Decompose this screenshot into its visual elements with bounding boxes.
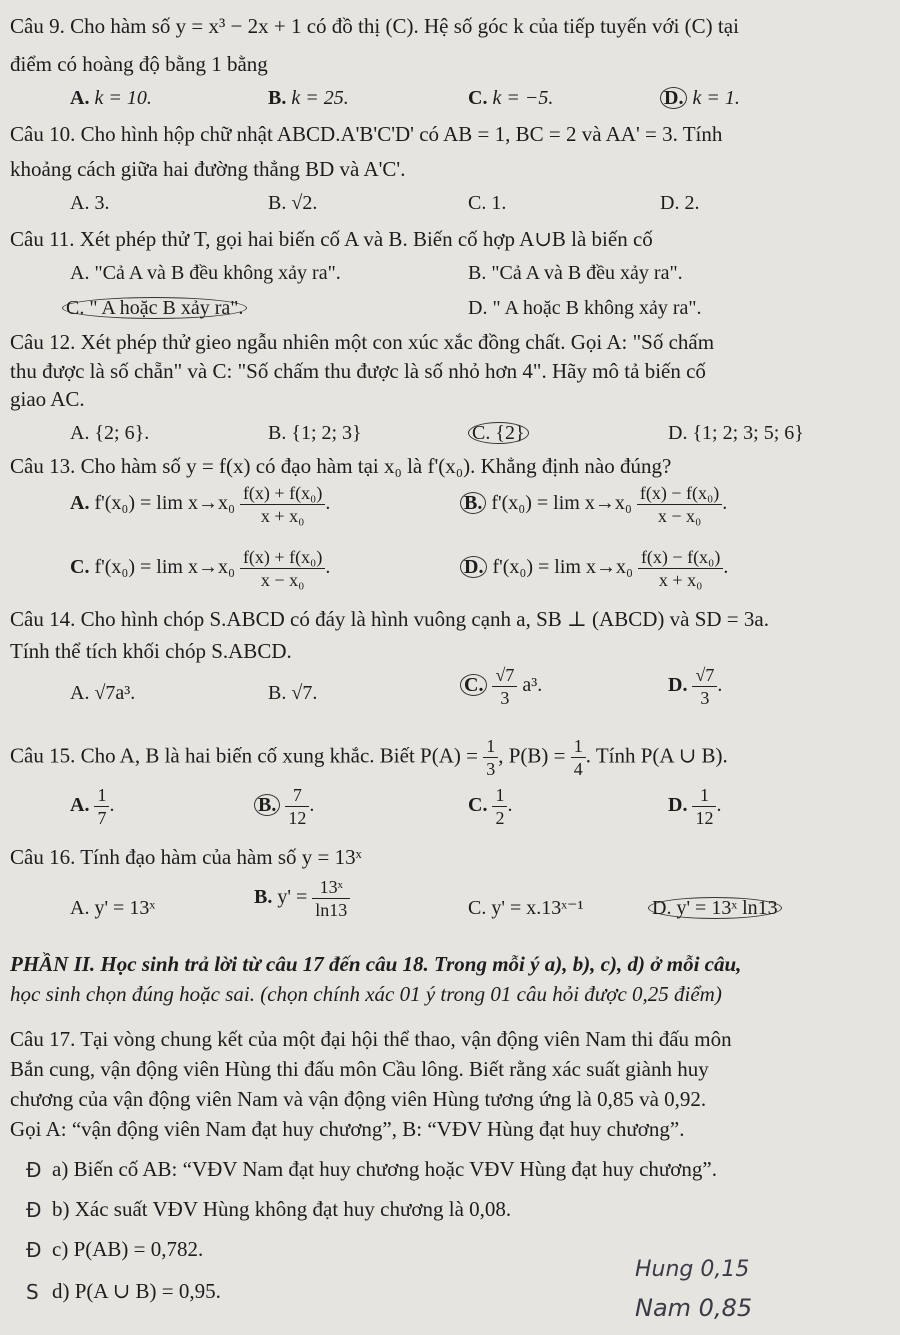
answer-circle: C. (460, 674, 487, 696)
q15-choice-d[interactable]: D. $\frac{1}{12}$ . (668, 785, 722, 828)
q10-stem-1: Câu 10. Cho hình hộp chữ nhật ABCD.A'B'C'D' có AB = 1, BC = 2 và AA' = 3. Tính (10, 122, 723, 146)
q11-choice-c[interactable] (62, 295, 247, 321)
q14-stem-2: Tính thể tích khối chóp S.ABCD. (10, 639, 292, 663)
q14-choice-d[interactable]: D. $\frac{√7}{3}$ . (668, 665, 723, 708)
q9-stem-2: điểm có hoàng độ bằng 1 bằng (10, 52, 268, 76)
q15-stem: Câu 15. Cho A, B là hai biến cố xung khắc. Biết P(A) = $\frac{1}{3}$ , P(B) = $\frac{1}{4}$ . Tính P(A ∪ B). (10, 736, 728, 779)
q10-choice-c[interactable]: C. 1. (468, 192, 507, 214)
handwritten-note-1: Hung 0,15 (635, 1257, 750, 1282)
q11-choice-d[interactable]: D. " A hoặc B không xảy ra". (468, 297, 702, 319)
q15-choice-c[interactable]: C. $\frac{1}{2}$ . (468, 785, 513, 828)
q12-stem-1: Câu 12. Xét phép thử gieo ngẫu nhiên một con xúc xắc đồng chất. Gọi A: "Số chấm (10, 330, 715, 354)
part2-heading-1: PHẦN II. Học sinh trả lời từ câu 17 đến câu 18. Trong mỗi ý a), b), c), d) ở mỗi câu, (10, 952, 742, 976)
q9-choice-d[interactable]: D. k = 1. (660, 85, 740, 111)
mark-c: Đ (26, 1238, 42, 1262)
q16-choice-d[interactable] (648, 895, 782, 921)
q13-choice-b[interactable]: B. f'(x₀) = lim x→x₀ $\frac{\text{f(x) − f(x₀)}}{\text{x − x₀}}$ . (460, 482, 727, 527)
q17-stem-2: Bắn cung, vận động viên Hùng thi đấu môn Cầu lông. Biết rằng xác suất giành huy (10, 1057, 709, 1081)
q14-choice-a[interactable]: A. √7a³. (70, 682, 136, 704)
handwritten-note-2: Nam 0,85 (635, 1294, 753, 1322)
q14-stem-1: Câu 14. Cho hình chóp S.ABCD có đáy là hình vuông cạnh a, SB ⊥ (ABCD) và SD = 3a. (10, 607, 769, 631)
mark-b: Đ (26, 1198, 42, 1222)
q10-stem-2: khoảng cách giữa hai đường thẳng BD và A'C'. (10, 157, 406, 181)
q10-choice-a[interactable]: A. 3. (70, 192, 110, 214)
q16-choice-a[interactable]: A. y' = 13ˣ (70, 897, 156, 919)
q14-choice-b[interactable]: B. √7. (268, 682, 318, 704)
q12-choice-a[interactable]: A. {2; 6}. (70, 422, 150, 444)
q11-choice-a[interactable]: A. "Cả A và B đều không xảy ra". (70, 262, 341, 284)
q12-stem-2: thu được là số chẵn" và C: "Số chấm thu được là số nhỏ hơn 4". Hãy mô tả biến cố (10, 359, 706, 383)
q13-choice-a[interactable]: A. f'(x₀) = lim x→x₀ $\frac{\text{f(x) + f(x₀)}}{\text{x + x₀}}$ . (70, 483, 331, 526)
q11-choice-b[interactable]: B. "Cả A và B đều xảy ra". (468, 262, 683, 284)
q12-stem-3: giao AC. (10, 387, 85, 411)
q17-item-c[interactable]: c) P(AB) = 0,782. (52, 1237, 204, 1261)
q16-stem: Câu 16. Tính đạo hàm của hàm số y = 13ˣ (10, 845, 362, 869)
q17-stem-1: Câu 17. Tại vòng chung kết của một đại hội thể thao, vận động viên Nam thi đấu môn (10, 1027, 732, 1051)
q17-item-b[interactable]: b) Xác suất VĐV Hùng không đạt huy chương là 0,08. (52, 1197, 512, 1221)
q12-choice-b[interactable]: B. {1; 2; 3} (268, 422, 362, 444)
answer-circle: D. (460, 556, 487, 578)
q13-choice-d[interactable]: D. f'(x₀) = lim x→x₀ $\frac{\text{f(x) − f(x₀)}}{\text{x + x₀}}$ . (460, 546, 728, 591)
part2-heading-2: học sinh chọn đúng hoặc sai. (chọn chính xác 01 ý trong 01 câu hỏi được 0,25 điểm) (10, 982, 722, 1006)
q11-stem: Câu 11. Xét phép thử T, gọi hai biến cố A và B. Biến cố hợp A∪B là biến cố (10, 227, 653, 251)
q10-choice-d[interactable]: D. 2. (660, 192, 700, 214)
q9-choice-b[interactable]: B. k = 25. (268, 87, 349, 109)
q17-stem-4: Gọi A: “vận động viên Nam đạt huy chương”, B: “VĐV Hùng đạt huy chương”. (10, 1117, 685, 1141)
q15-choice-b[interactable]: B. $\frac{7}{12}$ . (254, 784, 314, 829)
answer-circle: C. " A hoặc B xảy ra". (62, 297, 247, 319)
q15-choice-a[interactable]: A. $\frac{1}{7}$ . (70, 785, 115, 828)
mark-a: Đ (26, 1158, 42, 1182)
answer-circle: C. {2} (468, 422, 529, 444)
answer-circle: D. y' = 13ˣ ln13 (648, 897, 782, 919)
q13-stem: Câu 13. Cho hàm số y = f(x) có đạo hàm tại x₀ là f'(x₀). Khẳng định nào đúng? (10, 454, 672, 478)
q17-item-a[interactable]: a) Biến cố AB: “VĐV Nam đạt huy chương hoặc VĐV Hùng đạt huy chương”. (52, 1157, 717, 1181)
q17-item-d[interactable]: d) P(A ∪ B) = 0,95. (52, 1279, 221, 1303)
q13-choice-c[interactable]: C. f'(x₀) = lim x→x₀ $\frac{\text{f(x) + f(x₀)}}{\text{x − x₀}}$ . (70, 547, 331, 590)
mark-d: S (26, 1280, 39, 1304)
answer-circle: D. (660, 87, 687, 109)
q16-choice-b[interactable]: B. y' = $\frac{\text{13ˣ}}{\ln 13}$ (254, 876, 350, 921)
q17-stem-3: chương của vận động viên Nam và vận động viên Hùng tương ứng là 0,85 và 0,92. (10, 1087, 707, 1111)
q9-stem-1: Câu 9. Cho hàm số y = x³ − 2x + 1 có đồ thị (C). Hệ số góc k của tiếp tuyến với (C) tại (10, 14, 739, 38)
q10-choice-b[interactable]: B. √2. (268, 192, 318, 214)
answer-circle: B. (254, 794, 280, 816)
q9-choice-c[interactable]: C. k = −5. (468, 87, 554, 109)
q12-choice-d[interactable]: D. {1; 2; 3; 5; 6} (668, 422, 804, 444)
q16-choice-c[interactable]: C. y' = x.13ˣ⁻¹ (468, 897, 584, 919)
q9-choice-a[interactable]: A. k = 10. (70, 87, 152, 109)
answer-circle: B. (460, 492, 486, 514)
q12-choice-c[interactable] (468, 420, 529, 446)
q14-choice-c[interactable]: C. $\frac{√7}{3}$ a³. (460, 664, 542, 709)
